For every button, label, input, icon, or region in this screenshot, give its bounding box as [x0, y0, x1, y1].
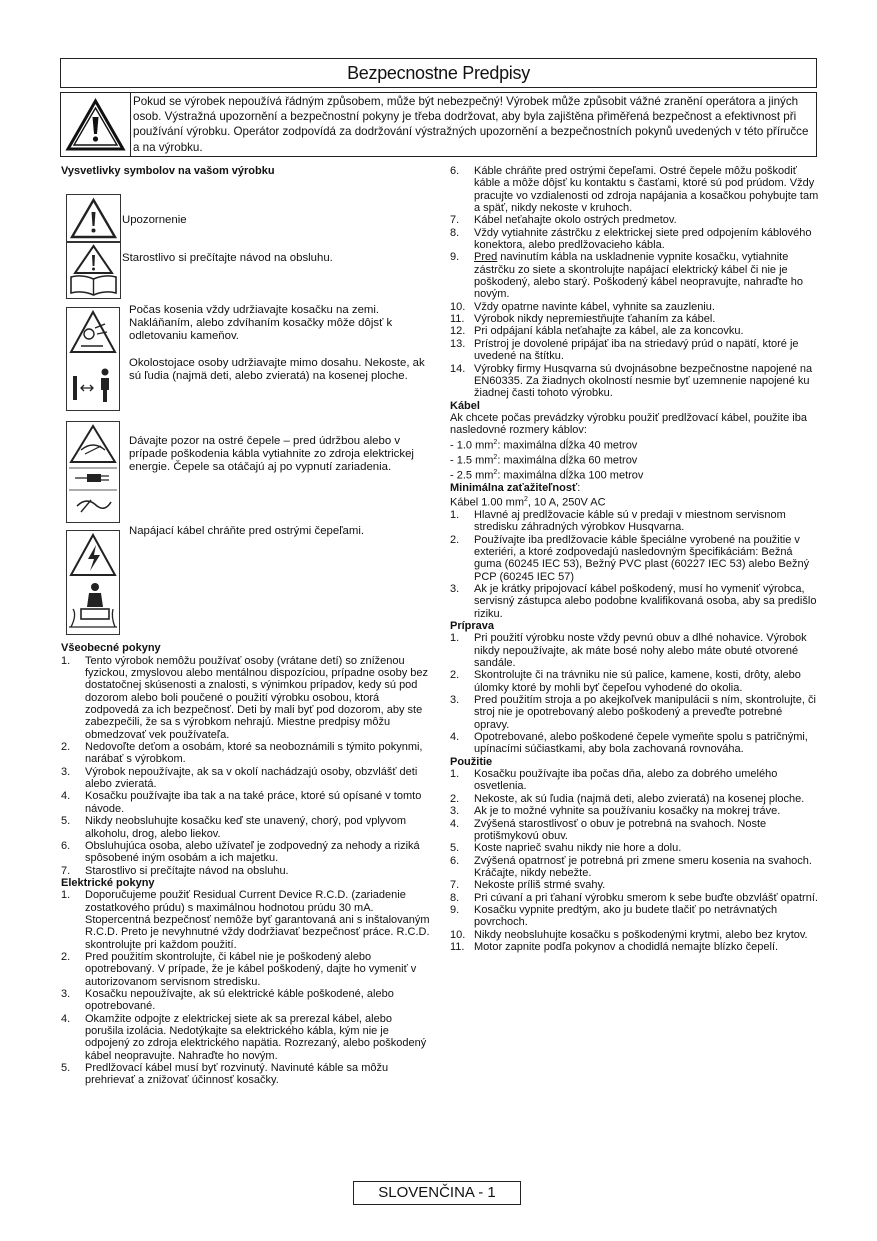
list-item-text: Prístroj je dovolené pripájať iba na striedavý prúd o napätí, ktoré je uvedené na štítku. [474, 337, 799, 363]
intro-warning-text: Pokud se výrobek nepoužívá řádným způsobem, může být nebezpečný! Výrobek může způsobit vážné zranění operátora a jiných osob. Výstražná upozornění a bezpečnostní pokyny je třeba dodržovat, aby byla zajištěna přiměřená bezpečnost a efektivnost při používání výrobku. Operátor zodpovídá za dodržování výstražných upozornění a bezpečnostních pokynů uvedených v této příručce a na výrobku. [133, 95, 809, 154]
list-item-text: Kosačku vypnite predtým, ako ju budete tlačiť po netrávnatých povrchoch. [474, 903, 778, 929]
list-item-text: Kosačku používajte iba počas dňa, alebo za dobrého umelého osvetlenia. [474, 768, 778, 793]
list-item-text: Skontrolujte či na trávniku nie sú palice, kamene, kosti, drôty, alebo úlomky ktoré by mohli byť čepeľou vyhodené do okolia. [474, 669, 801, 694]
list-item-text: Káble chráňte pred ostrými čepeľami. Ostré čepele môžu poškodiť káble a môže dôjsť ku kontaktu s časťami, ktoré sú pod prúdom. Vždy pracujte vo vzdialenosti od zdroja napájania a kosačkou pohybujte tam a späť, nikdy nekoste v kruhoch. [474, 165, 819, 215]
footer-page-label: SLOVENČINA - 1 [378, 1184, 496, 1201]
list-item [450, 793, 820, 805]
list-item-number: 1. [61, 889, 71, 902]
list-item [450, 301, 820, 313]
list-item [450, 363, 820, 400]
list-item-number: 13. [450, 337, 466, 350]
list-item [450, 941, 820, 953]
symbols-heading: Vysvetlivky symbolov na vašom výrobku [61, 165, 275, 177]
usage-heading: Použitie [450, 755, 493, 768]
list-item-text: Opotrebované, alebo poškodené čepele vymeňte spolu s patričnými, upínacími súčiastkami, aby bola zachovaná rovnováha. [474, 731, 808, 756]
list-item-number: 2. [450, 792, 460, 805]
list-item [61, 840, 431, 865]
list-item [450, 227, 820, 252]
symbol-warning-label: Upozornenie [122, 214, 187, 227]
cable-size: - 1.5 mm [450, 454, 494, 467]
list-item [450, 892, 820, 904]
list-item [450, 583, 820, 620]
preparation-heading: Príprava [450, 620, 495, 632]
list-item-text: Používajte iba predlžovacie káble špeciálne vyrobené na použitie v exteriéri, a ktoré zodpovedajú nasledovným špecifikáciám: Bežná guma (60245 IEC 53), Bežný PVC plast (60227 IEC 53) alebo Bežný PCP (60245 IEC 57) [474, 533, 810, 583]
list-item-text: Obsluhujúca osoba, alebo užívateľ je zodpovedný za nehody a riziká spôsobené iným osobám a ich majetku. [85, 839, 420, 865]
list-item-number: 3. [450, 582, 460, 595]
list-item-number: 4. [61, 1012, 71, 1025]
list-item [450, 731, 820, 756]
list-item-text: Vždy opatrne navinte kábel, vyhnite sa zauzleniu. [474, 300, 715, 313]
cable-size: - 1.0 mm [450, 439, 494, 452]
list-item [61, 988, 431, 1013]
list-item [61, 865, 431, 877]
list-item-text: Vždy vytiahnite zástrčku z elektrickej siete pred odpojením káblového konektora, alebo predlžovacieho kábla. [474, 226, 812, 252]
list-item-text: Kosačku používajte iba tak a na také práce, ktoré sú opísané v tomto návode. [85, 790, 422, 815]
list-item-number: 4. [450, 817, 460, 830]
list-item [450, 805, 820, 817]
list-item-number: 9. [450, 251, 460, 264]
list-item-number: 2. [61, 741, 71, 754]
intro-warning-box [60, 92, 817, 157]
list-item-text: Výrobky firmy Husqvarna sú dvojnásobne bezpečnostne napojené na EN60335. Za žiadnych okolností nesmie byť uzemnenie napojené ku žiadnej časti tohoto výrobku. [474, 362, 813, 400]
list-item-text: Nikdy neobsluhujte kosačku s poškodenými krytmi, alebo bez krytov. [474, 928, 808, 941]
page-title-box [60, 58, 817, 88]
cable-size-item [450, 437, 820, 452]
list-item-text: Koste naprieč svahu nikdy nie hore a dolu. [474, 842, 682, 855]
min-load-list [450, 509, 820, 620]
read-manual-icon [66, 242, 121, 299]
min-load-heading: Minimálna zaťažiteľnosť [450, 481, 578, 494]
list-item-text: Motor zapnite podľa pokynov a chodidlá nemajte blízko čepelí. [474, 940, 779, 953]
cable-size-sup: 2 [493, 453, 498, 461]
list-item-number: 9. [450, 903, 460, 916]
list-item-number: 1. [61, 654, 71, 667]
cable-sizes-list [450, 437, 820, 482]
min-load-spec-text: Kábel 1.00 mm [450, 496, 524, 509]
min-load-spec-rest: , 10 A, 250V AC [527, 496, 606, 509]
electrical-heading: Elektrické pokyny [61, 876, 155, 889]
list-item-text: Zvýšená starostlivosť o obuv je potrebná na svahoch. Noste protišmykovú obuv. [474, 817, 767, 842]
list-item-text: Pri cúvaní a pri ťahaní výrobku smerom k sebe buďte obzvlášť opatrní. [474, 891, 818, 904]
list-item-number: 1. [450, 632, 460, 645]
list-item-number: 1. [450, 508, 460, 521]
min-load-spec-sup: 2 [523, 495, 528, 503]
list-item-number: 6. [61, 839, 71, 852]
list-item [61, 815, 431, 840]
cable-size: - 2.5 mm [450, 469, 494, 482]
list-item [61, 1013, 431, 1062]
list-item [450, 818, 820, 843]
list-item-text: Pri použití výrobku noste vždy pevnú obuv a dlhé nohavice. Výrobok nikdy nepoužívajte, ak máte bosé nohy alebo máte obuté otvorené sandále. [474, 632, 807, 670]
cable-size-sup: 2 [493, 438, 498, 446]
min-load-heading-suffix: : [577, 481, 581, 494]
list-item [450, 632, 820, 669]
list-item [61, 766, 431, 791]
electrical-list-continued [450, 165, 820, 400]
warning-symbol-icon [66, 194, 121, 242]
list-item [61, 741, 431, 766]
list-item-text: Hlavné aj predlžovacie káble sú v predaji v miestnom servisnom stredisku záhradných výrobkov Husqvarna. [474, 508, 786, 534]
list-item [61, 790, 431, 815]
list-item-text: Ak je to možné vyhnite sa používaniu kosačky na mokrej tráve. [474, 805, 781, 818]
cable-size-max-length: : maximálna dĺžka 40 metrov [497, 439, 638, 452]
symbol-manual-label: Starostlivo si prečítajte návod na obsluhu. [122, 252, 333, 265]
list-item [450, 251, 820, 300]
list-item-number: 4. [61, 790, 71, 803]
general-list [61, 655, 431, 877]
cable-size-max-length: : maximálna dĺžka 100 metrov [497, 469, 644, 482]
list-item [450, 214, 820, 226]
cable-size-sup: 2 [493, 468, 498, 476]
min-load-heading-line [450, 482, 820, 494]
left-column [61, 165, 431, 1087]
cable-intro: Ak chcete počas prevádzky výrobku použiť predlžovací kábel, použite iba nasledovné rozmery káblov: [450, 411, 807, 437]
list-item-number: 5. [450, 842, 460, 855]
list-item-number: 8. [450, 891, 460, 904]
list-item-text: Ak je krátky pripojovací kábel poškodený, musí ho vymeniť výrobca, servisný zástupca alebo podobne kvalifikovaná osoba, aby sa predišlo riziku. [474, 582, 817, 620]
thrown-objects-icon [66, 307, 120, 411]
list-item-text: Nedovoľte deťom a osobám, ktoré sa neoboznámili s týmito pokynmi, narábať s výrobkom. [85, 741, 423, 766]
list-item [450, 338, 820, 363]
list-item [450, 855, 820, 880]
page-title: Bezpecnostne Predpisy [347, 63, 530, 83]
list-item [450, 165, 820, 214]
list-item-number: 10. [450, 300, 466, 313]
list-item [61, 655, 431, 741]
list-item-number: 8. [450, 226, 460, 239]
right-column [450, 165, 820, 953]
warning-triangle-icon [61, 93, 131, 156]
list-item-number: 5. [61, 1062, 71, 1075]
list-item-number: 6. [450, 854, 460, 867]
list-item-text: Tento výrobok nemôžu používať osoby (vrátane detí) so zníženou fyzickou, zmyslovou alebo mentálnou dispozíciou, prípadne osoby bez dostatočnej skúsenosti a znalosti, s výnimkou prípadov, kedy sú pod dozorom alebo boli poučené o použití výrobku osobou, ktorá zodpovedá za ich bezpečnosť. Deti by mali byť pod dozorom, aby ste zabezpečili, že sa s výrobkom nehrajú. Miestne predpisy môžu obmedzovať vek používateľa. [85, 654, 429, 741]
list-item-text: Zvýšená opatrnosť je potrebná pri zmene smeru kosenia na svahoch. Kráčajte, nikdy nebežte. [474, 854, 812, 879]
list-item-number: 6. [450, 165, 460, 177]
list-item-number: 11. [450, 940, 465, 953]
list-item-number: 2. [61, 950, 71, 963]
symbol-bystanders-label: Okolostojace osoby udržiavajte mimo dosahu. Nekoste, ak sú ľudia (najmä deti, alebo zvieratá) na kosenej ploche. [129, 357, 425, 383]
list-item [450, 325, 820, 337]
list-item [450, 534, 820, 583]
cable-size-max-length: : maximálna dĺžka 60 metrov [497, 454, 638, 467]
sharp-blades-icon [66, 421, 120, 523]
list-item-number: 12. [450, 325, 466, 338]
cable-heading: Kábel [450, 399, 480, 412]
list-item-number: 5. [61, 815, 71, 828]
list-item-number: 4. [450, 731, 460, 744]
list-item [61, 889, 431, 951]
electrical-list [61, 889, 431, 1087]
list-item [61, 1062, 431, 1087]
usage-list [450, 768, 820, 953]
preparation-list [450, 632, 820, 755]
list-item-number: 7. [61, 864, 71, 877]
list-item-number: 7. [450, 879, 460, 892]
list-item-text: Pred použitím stroja a po akejkoľvek manipulácii s ním, skontrolujte, či stroj nie je opotrebovaný alebo poškodený a preveďte potrebné opravy. [474, 694, 816, 731]
list-item-number: 3. [61, 987, 71, 1000]
list-item-text: Nekoste príliš strmé svahy. [474, 879, 606, 892]
list-item-text: Nikdy neobsluhujte kosačku keď ste unavený, chorý, pod vplyvom alkoholu, drog, alebo liekov. [85, 815, 407, 840]
list-item-text: Kábel neťahajte okolo ostrých predmetov. [474, 214, 677, 227]
list-item [450, 929, 820, 941]
list-item-text: Predlžovací kábel musí byť rozvinutý. Navinuté káble sa môžu prehrievať a znižovať účinnosť kosačky. [85, 1062, 389, 1087]
list-item-number: 3. [61, 765, 71, 778]
general-heading: Všeobecné pokyny [61, 642, 161, 655]
list-item [450, 669, 820, 694]
list-item-number: 2. [450, 669, 460, 682]
list-item-text: Kosačku nepoužívajte, ak sú elektrické káble poškodené, alebo opotrebované. [85, 987, 394, 1013]
cable-size-item [450, 467, 820, 482]
symbol-blades-label: Dávajte pozor na ostré čepele – pred údržbou alebo v prípade poškodenia kábla vytiahnite zo zdroja elektrickej energie. Čepele sa otáčajú aj po vypnutí zariadenia. [129, 435, 414, 473]
list-item-text: Starostlivo si prečítajte návod na obsluhu. [85, 864, 289, 877]
list-item-number: 3. [450, 694, 460, 707]
list-item [61, 951, 431, 988]
list-item [450, 904, 820, 929]
list-item-text: navinutím kábla na uskladnenie vypnite kosačku, vytiahnite zástrčku zo siete a skontrolujte napájací elektrický kábel či nie je poškodený, alebo starý. Poškodený kábel neopravujte, nahraďte ho novým. [474, 251, 804, 301]
list-item [450, 842, 820, 854]
min-load-spec [450, 494, 820, 509]
cable-size-item [450, 452, 820, 467]
cable-protection-icon [66, 530, 120, 635]
list-item-text: Doporučujeme použiť Residual Current Device R.C.D. (zariadenie zostatkového prúdu) s maximálnou hodnotou prúdu 30 mA. Stopercentná bezpečnosť nemôže byť garantovaná ani s inštalovaným R.C.D. Preto je nevyhnutné vždy dodržiavať bezpečnosť práce. R.C.D. skontrolujte pri každom použití. [85, 889, 430, 951]
symbol-thrown-objects-label: Počas kosenia vždy udržiavajte kosačku na zemi. Nakláňaním, alebo zdvíhaním kosačky môže dôjsť k odletovaniu kameňov. [129, 304, 393, 342]
list-item-text: Výrobok nikdy nepremiestňujte ťahaním za kábel. [474, 313, 716, 326]
list-item [450, 879, 820, 891]
list-item-text: Pri odpájaní kábla neťahajte za kábel, ale za koncovku. [474, 325, 744, 338]
list-item-number: 7. [450, 214, 460, 227]
list-item-text: Okamžite odpojte z elektrickej siete ak sa prerezal kábel, alebo porušila izolácia. Nedotýkajte sa elektrického kábla, kým nie je odpojený zo zdroja elektrického napätia. Rozrezaný, alebo poškodený kábel neopravujte. Nahraďte ho novým. [85, 1012, 427, 1062]
list-item-number: 3. [450, 805, 460, 818]
list-item-underlined: Pred [474, 251, 498, 264]
list-item [450, 768, 820, 793]
list-item-text: Nekoste, ak sú ľudia (najmä deti, alebo zvieratá) na kosenej ploche. [474, 792, 805, 805]
list-item-number: 1. [450, 768, 460, 781]
symbols-legend [61, 177, 431, 642]
symbol-cable-label: Napájací kábel chráňte pred ostrými čepeľami. [129, 525, 365, 538]
list-item [450, 313, 820, 325]
list-item-number: 2. [450, 533, 460, 546]
list-item [450, 694, 820, 731]
list-item-number: 10. [450, 928, 466, 941]
list-item-text: Výrobok nepoužívajte, ak sa v okolí nachádzajú osoby, obzvlášť deti alebo zvieratá. [85, 765, 418, 791]
list-item-number: 14. [450, 362, 466, 375]
list-item [450, 509, 820, 534]
list-item-text: Pred použitím skontrolujte, či kábel nie je poškodený alebo opotrebovaný. V prípade, že je kábel poškodený, dajte ho vymeniť v autorizovanom servisnom stredisku. [85, 950, 417, 988]
list-item-number: 11. [450, 313, 465, 326]
footer-page-label-box [353, 1181, 521, 1205]
